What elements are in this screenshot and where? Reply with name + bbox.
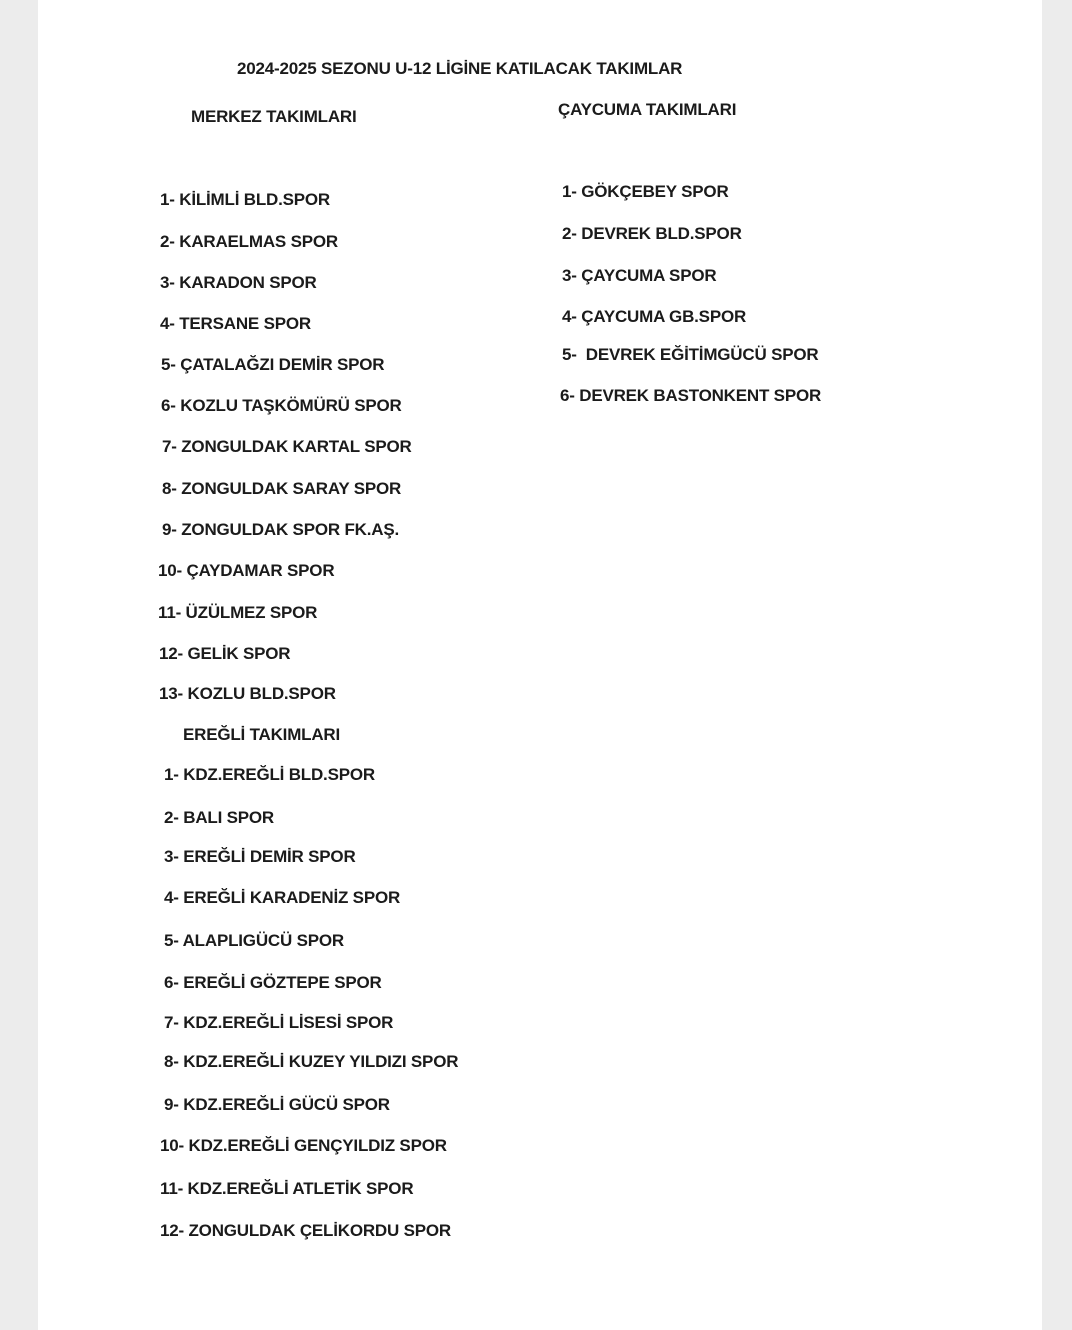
eregli-team-12: 12- ZONGULDAK ÇELİKORDU SPOR (160, 1221, 451, 1240)
caycuma-team-2: 2- DEVREK BLD.SPOR (562, 224, 742, 243)
merkez-team-2: 2- KARAELMAS SPOR (160, 232, 338, 251)
eregli-team-9: 9- KDZ.EREĞLİ GÜCÜ SPOR (164, 1095, 390, 1114)
eregli-team-7: 7- KDZ.EREĞLİ LİSESİ SPOR (164, 1013, 394, 1032)
eregli-team-11: 11- KDZ.EREĞLİ ATLETİK SPOR (160, 1179, 414, 1198)
merkez-team-13: 13- KOZLU BLD.SPOR (159, 684, 336, 703)
document-title: 2024-2025 SEZONU U-12 LİGİNE KATILACAK TAKIMLAR (237, 59, 683, 78)
eregli-team-8: 8- KDZ.EREĞLİ KUZEY YILDIZI SPOR (164, 1052, 459, 1071)
merkez-heading: MERKEZ TAKIMLARI (191, 107, 357, 126)
merkez-team-4: 4- TERSANE SPOR (160, 314, 311, 333)
eregli-team-6: 6- EREĞLİ GÖZTEPE SPOR (164, 973, 382, 992)
merkez-team-9: 9- ZONGULDAK SPOR FK.AŞ. (162, 520, 399, 539)
caycuma-heading: ÇAYCUMA TAKIMLARI (558, 100, 737, 119)
eregli-team-10: 10- KDZ.EREĞLİ GENÇYILDIZ SPOR (160, 1136, 447, 1155)
merkez-team-12: 12- GELİK SPOR (159, 644, 291, 663)
caycuma-team-3: 3- ÇAYCUMA SPOR (562, 266, 717, 285)
merkez-team-8: 8- ZONGULDAK SARAY SPOR (162, 479, 402, 498)
merkez-team-11: 11- ÜZÜLMEZ SPOR (158, 603, 318, 622)
eregli-team-5: 5- ALAPLIGÜCÜ SPOR (164, 931, 344, 950)
caycuma-team-1: 1- GÖKÇEBEY SPOR (562, 182, 729, 201)
merkez-team-1: 1- KİLİMLİ BLD.SPOR (160, 190, 330, 209)
eregli-team-3: 3- EREĞLİ DEMİR SPOR (164, 847, 356, 866)
merkez-team-7: 7- ZONGULDAK KARTAL SPOR (162, 437, 412, 456)
eregli-team-1: 1- KDZ.EREĞLİ BLD.SPOR (164, 765, 375, 784)
eregli-team-2: 2- BALI SPOR (164, 808, 275, 827)
caycuma-team-4: 4- ÇAYCUMA GB.SPOR (562, 307, 747, 326)
caycuma-team-5: 5- DEVREK EĞİTİMGÜCÜ SPOR (562, 345, 819, 364)
caycuma-team-6: 6- DEVREK BASTONKENT SPOR (560, 386, 822, 405)
merkez-team-6: 6- KOZLU TAŞKÖMÜRÜ SPOR (161, 396, 402, 415)
merkez-team-3: 3- KARADON SPOR (160, 273, 317, 292)
merkez-team-5: 5- ÇATALAĞZI DEMİR SPOR (161, 355, 385, 374)
eregli-heading: EREĞLİ TAKIMLARI (183, 725, 341, 744)
document-page (38, 0, 1042, 1330)
merkez-team-10: 10- ÇAYDAMAR SPOR (158, 561, 335, 580)
eregli-team-4: 4- EREĞLİ KARADENİZ SPOR (164, 888, 401, 907)
